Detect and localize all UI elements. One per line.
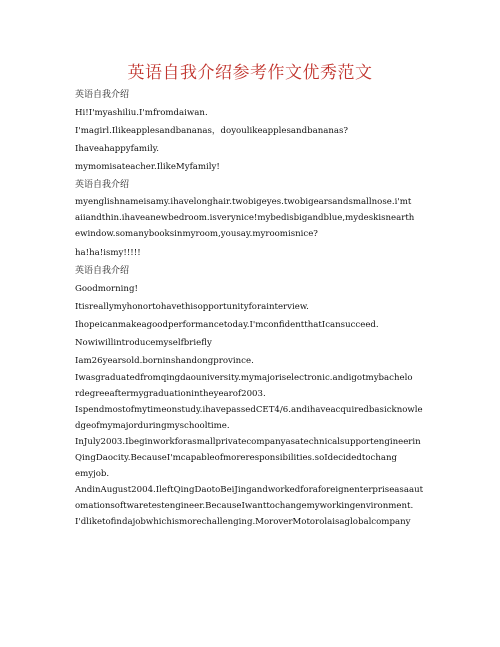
text-line: ewindow.somanybooksinmyroom,yousay.myroomisnice?	[75, 229, 318, 239]
text-line: Hi!I'myashiliu.I'mfromdaiwan.	[75, 108, 208, 118]
text-line: ha!ha!ismy!!!!!	[75, 248, 141, 258]
document-title: 英语自我介绍参考作文优秀范文	[127, 63, 373, 83]
text-line: Itisreallymyhonortohavethisopportunityforainterview.	[75, 302, 309, 312]
section-heading: 英语自我介绍	[75, 180, 130, 190]
text-line: emyjob.	[75, 469, 110, 479]
text-line: Ispendmostofmytimeonstudy.ihavepassedCET4/6.andihaveacquiredbasicknowle	[75, 405, 423, 415]
text-line: Nowiwillintroducemyselfbriefly	[75, 338, 212, 348]
text-line: I'magirl.Ilikeapplesandbananas，doyoulikeapplesandbananas?	[75, 126, 349, 136]
text-line: AndinAugust2004.IleftQingDaotoBeiJingandworkedforaforeignenterpriseasaautomationsoftwaretestengineer.BecauseIwanttochangemyworkingenvironment.	[75, 485, 424, 511]
text-line: Ihopeicanmakeagoodperformancetoday.I'mconfidentthatIcansucceed.	[75, 320, 379, 330]
text-line: myenglishnameisamy.ihavelonghair.twobigeyes.twobigearsandsmallnose.i'mt	[75, 197, 412, 207]
text-line: Goodmorning!	[75, 284, 138, 294]
document-body	[75, 86, 427, 530]
section-heading: 英语自我介绍	[75, 266, 130, 276]
text-line: Iwasgraduatedfromqingdaouniversity.mymajoriselectronic.andigotmybachelo	[75, 373, 413, 383]
text-line: I'dliketofindajobwhichismorechallenging.MoroverMotorolaisaglobalcompany	[75, 517, 411, 527]
text-line: dgeofmymajorduringmyschooltime.	[75, 421, 230, 431]
text-line: rdegreeaftermygraduationintheyearof2003.	[75, 389, 266, 399]
text-line: Ihaveahappyfamily.	[75, 144, 160, 154]
text-line: mymomisateacher.IlikeMyfamily!	[75, 162, 220, 172]
text-line: InJuly2003.IbeginworkforasmallprivatecompanyasatechnicalsupportengineerinQingDaocity.BecauseI'mcapableofmoreresponsibilities.soIdecidedtochang	[75, 437, 421, 463]
section-heading: 英语自我介绍	[75, 90, 130, 100]
text-line: aiiandthin.ihaveanewbedroom.isverynice!mybedisbigandblue,mydeskisnearth	[75, 213, 415, 223]
text-line: Iam26yearsold.borninshandongprovince.	[75, 356, 254, 366]
